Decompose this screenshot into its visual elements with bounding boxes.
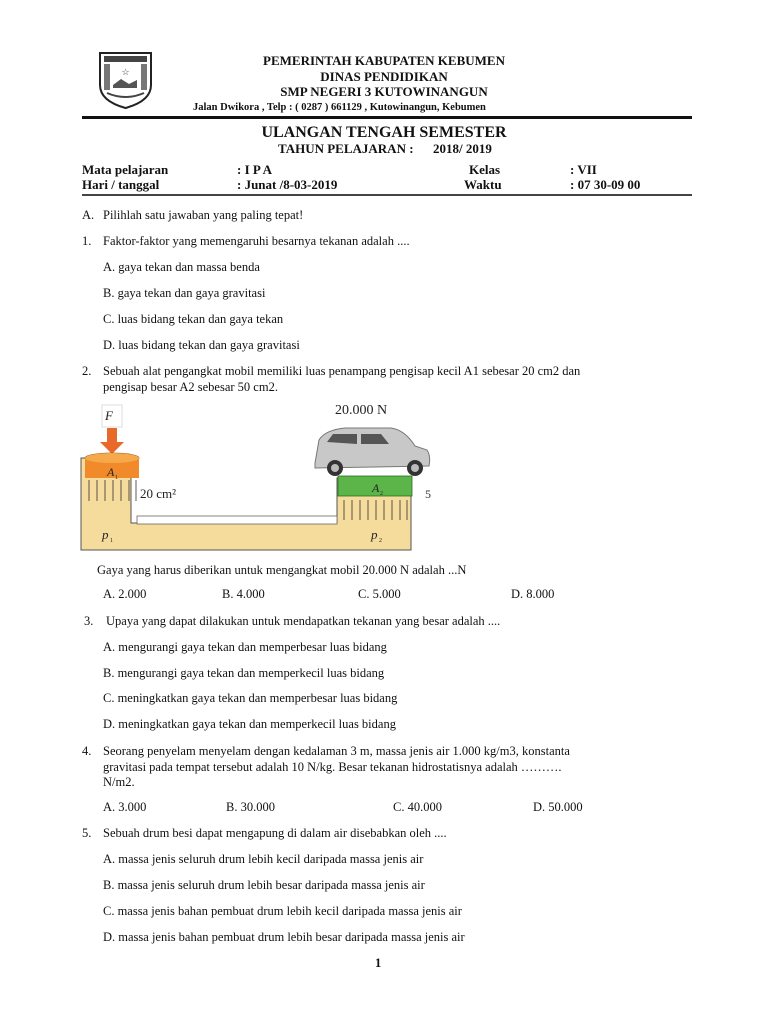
answer-option: C. luas bidang tekan dan gaya tekan bbox=[103, 312, 284, 326]
year-value: 2018/ 2019 bbox=[433, 141, 492, 156]
question-text: Seorang penyelam menyelam dengan kedalaman 3 m, massa jenis air 1.000 kg/m3, konstanta bbox=[103, 744, 570, 758]
answer-option: A. 3.000 bbox=[103, 800, 147, 814]
question-number: 2. bbox=[82, 364, 92, 378]
answer-option: C. 5.000 bbox=[358, 587, 401, 601]
answer-option: A. massa jenis seluruh drum lebih kecil daripada massa jenis air bbox=[103, 852, 424, 866]
section-letter: A. bbox=[82, 208, 95, 222]
answer-option: B. 30.000 bbox=[226, 800, 275, 814]
question-text: N/m2. bbox=[103, 775, 135, 789]
subject-value: : I P A bbox=[237, 162, 273, 177]
question-text: Faktor-faktor yang memengaruhi besarnya tekanan adalah .... bbox=[103, 234, 410, 248]
question-number: 4. bbox=[82, 744, 92, 758]
answer-option: B. massa jenis seluruh drum lebih besar daripada massa jenis air bbox=[103, 878, 425, 892]
svg-text:☆: ☆ bbox=[121, 67, 130, 77]
year-label: TAHUN PELAJARAN : bbox=[278, 141, 414, 156]
exam-title: ULANGAN TENGAH SEMESTER bbox=[261, 124, 507, 141]
answer-option: C. massa jenis bahan pembuat drum lebih kecil daripada massa jenis air bbox=[103, 904, 462, 918]
answer-option: B. gaya tekan dan gaya gravitasi bbox=[103, 286, 266, 300]
header-address: Jalan Dwikora , Telp : ( 0287 ) 661129 , Kutowinangun, Kebumen bbox=[193, 102, 486, 113]
weight-label: 20.000 N bbox=[335, 403, 388, 418]
force-label: F bbox=[105, 408, 113, 423]
page-number: 1 bbox=[375, 956, 382, 970]
question-number: 3. bbox=[84, 614, 94, 628]
hydraulic-lift-figure bbox=[75, 398, 435, 558]
header-divider bbox=[82, 116, 692, 119]
header-line-2: DINAS PENDIDIKAN bbox=[320, 69, 448, 84]
answer-option: D. massa jenis bahan pembuat drum lebih besar daripada massa jenis air bbox=[103, 930, 465, 944]
question-text: Upaya yang dapat dilakukan untuk mendapatkan tekanan yang besar adalah .... bbox=[106, 614, 501, 628]
section-instruction: Pilihlah satu jawaban yang paling tepat! bbox=[103, 208, 304, 222]
question-text: pengisap besar A2 sebesar 50 cm2. bbox=[103, 380, 278, 394]
class-value: : VII bbox=[570, 162, 597, 177]
svg-text:2: 2 bbox=[379, 538, 382, 544]
answer-option: D. 50.000 bbox=[533, 800, 583, 814]
answer-option: C. meningkatkan gaya tekan dan memperbesar luas bidang bbox=[103, 691, 398, 705]
question-number: 1. bbox=[82, 234, 92, 248]
header-line-1: PEMERINTAH KABUPATEN KEBUMEN bbox=[263, 53, 505, 68]
question-prompt: Gaya yang harus diberikan untuk mengangkat mobil 20.000 N adalah ...N bbox=[97, 563, 467, 577]
date-label: Hari / tanggal bbox=[82, 177, 160, 192]
force-arrow-icon bbox=[100, 428, 124, 454]
area2-label: A bbox=[372, 481, 380, 495]
answer-option: A. mengurangi gaya tekan dan memperbesar luas bidang bbox=[103, 640, 387, 654]
svg-text:2: 2 bbox=[380, 491, 383, 497]
svg-text:1: 1 bbox=[115, 475, 118, 481]
svg-text:5: 5 bbox=[425, 487, 431, 501]
time-value: : 07 30-09 00 bbox=[570, 177, 641, 192]
answer-option: A. 2.000 bbox=[103, 587, 147, 601]
question-text: Sebuah alat pengangkat mobil memiliki luas penampang pengisap kecil A1 sebesar 20 cm2 dan bbox=[103, 364, 581, 378]
answer-option: B. 4.000 bbox=[222, 587, 265, 601]
header-line-3: SMP NEGERI 3 KUTOWINANGUN bbox=[280, 84, 488, 99]
area1-label: A bbox=[107, 465, 115, 479]
answer-option: D. luas bidang tekan dan gaya gravitasi bbox=[103, 338, 300, 352]
pressure1-label: p bbox=[102, 527, 109, 542]
answer-option: B. mengurangi gaya tekan dan memperkecil luas bidang bbox=[103, 666, 385, 680]
question-text: gravitasi pada tempat tersebut adalah 10 N/kg. Besar tekanan hidrostatisnya adalah ………. bbox=[103, 760, 562, 774]
answer-option: A. gaya tekan dan massa benda bbox=[103, 260, 260, 274]
time-label: Waktu bbox=[464, 177, 502, 192]
car-image bbox=[315, 428, 430, 476]
svg-text:1: 1 bbox=[110, 538, 113, 544]
area1-value: 20 cm² bbox=[140, 486, 177, 501]
question-text: Sebuah drum besi dapat mengapung di dalam air disebabkan oleh .... bbox=[103, 826, 447, 840]
question-number: 5. bbox=[82, 826, 92, 840]
answer-option: D. meningkatkan gaya tekan dan memperkecil luas bidang bbox=[103, 717, 396, 731]
answer-option: D. 8.000 bbox=[511, 587, 555, 601]
subject-label: Mata pelajaran bbox=[82, 162, 169, 177]
pressure2-label: p bbox=[371, 527, 378, 542]
answer-option: C. 40.000 bbox=[393, 800, 442, 814]
date-value: : Junat /8-03-2019 bbox=[237, 177, 338, 192]
class-label: Kelas bbox=[469, 162, 501, 177]
info-divider bbox=[82, 194, 692, 196]
